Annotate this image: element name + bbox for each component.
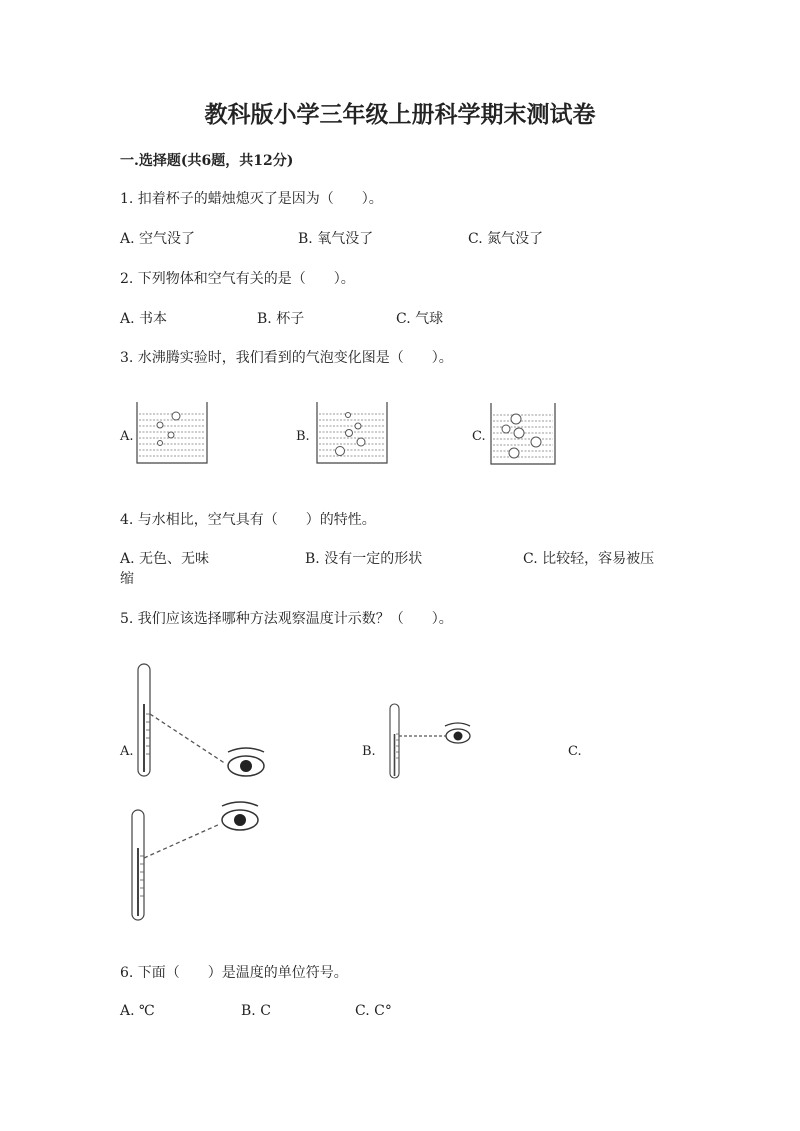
thermometer-c-image [128,800,268,924]
question-3-stem: 3. 水沸腾实验时，我们看到的气泡变化图是（ ）。 [120,350,453,366]
question-6-option-c[interactable]: C. C° [355,1003,392,1019]
question-5-option-a[interactable]: A. [120,744,134,759]
question-2-stem: 2. 下列物体和空气有关的是（ ）。 [120,271,355,287]
question-1-option-a[interactable]: A. 空气没了 [120,231,196,247]
question-5-stem: 5. 我们应该选择哪种方法观察温度计示数？（ ）。 [120,611,453,627]
question-4-option-c-wrap: 缩 [120,571,134,587]
question-2-option-c[interactable]: C. 气球 [396,311,444,327]
beaker-b-image [316,402,388,464]
section-heading: 一.选择题(共6题，共12分) [120,153,294,169]
question-4-option-c[interactable]: C. 比较轻，容易被压 [523,551,655,567]
question-2-option-b[interactable]: B. 杯子 [257,311,305,327]
thermometer-a-image [134,664,274,784]
question-6-option-b[interactable]: B. C [241,1003,271,1019]
question-2-option-a[interactable]: A. 书本 [120,311,168,327]
question-6-option-a[interactable]: A. ℃ [120,1003,155,1019]
question-6-stem: 6. 下面（ ）是温度的单位符号。 [120,965,348,981]
question-1-stem: 1. 扣着杯子的蜡烛熄灭了是因为（ ）。 [120,191,383,207]
question-1-option-b[interactable]: B. 氧气没了 [298,231,374,247]
question-3-option-c[interactable]: C. [472,429,486,444]
question-5-option-c[interactable]: C. [568,744,582,759]
thermometer-b-image [388,704,478,780]
page-title: 教科版小学三年级上册科学期末测试卷 [204,101,596,128]
beaker-c-image [490,403,556,465]
question-1-option-c[interactable]: C. 氮气没了 [468,231,544,247]
beaker-a-image [136,402,208,464]
question-3-option-a[interactable]: A. [120,429,134,444]
question-4-option-a[interactable]: A. 无色、无味 [120,551,210,567]
question-3-option-b[interactable]: B. [296,429,310,444]
question-5-option-b[interactable]: B. [362,744,376,759]
question-4-option-b[interactable]: B. 没有一定的形状 [305,551,423,567]
question-4-stem: 4. 与水相比，空气具有（ ）的特性。 [120,512,376,528]
